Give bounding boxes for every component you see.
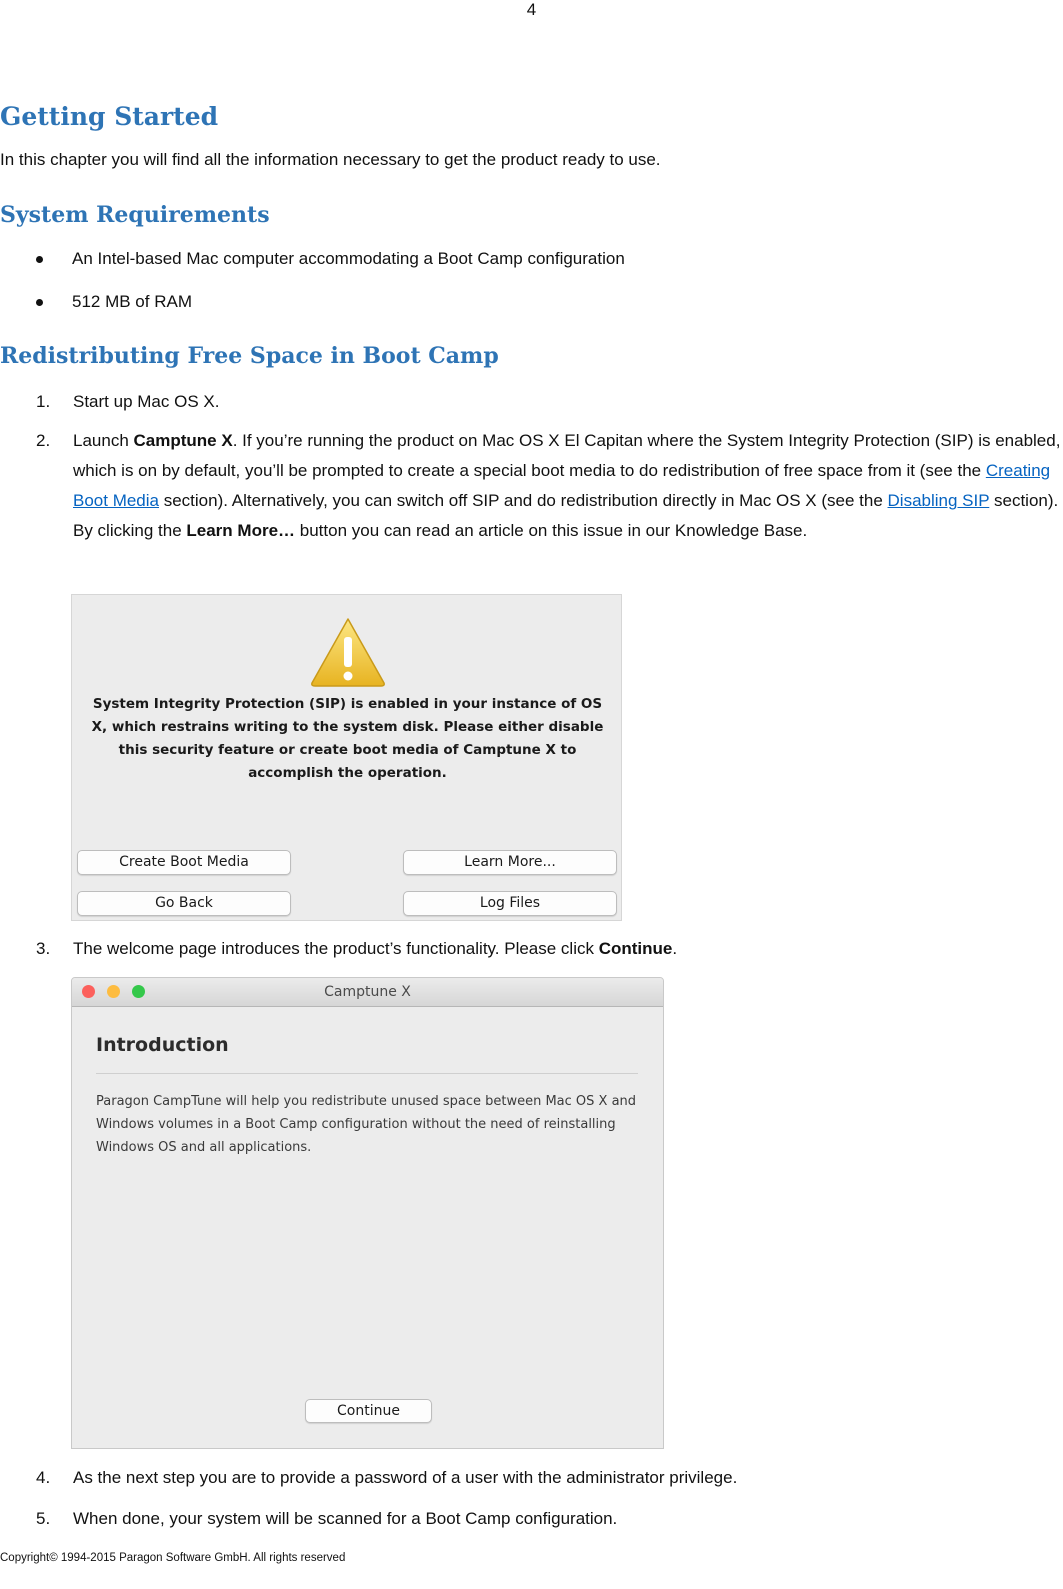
bullet-icon — [36, 256, 43, 263]
log-files-button[interactable]: Log Files — [403, 891, 617, 916]
bullet-icon — [36, 299, 43, 306]
step-number: 2. — [36, 431, 51, 450]
redistributing-heading: Redistributing Free Space in Boot Camp — [0, 343, 499, 369]
copyright-footer: Copyright© 1994-2015 Paragon Software GmbH. All rights reserved — [0, 1552, 346, 1564]
requirement-text: 512 MB of RAM — [72, 292, 192, 311]
getting-started-intro: In this chapter you will find all the information necessary to get the product ready to use. — [0, 150, 661, 169]
step-text: When done, your system will be scanned for a Boot Camp configuration. — [73, 1509, 618, 1528]
camptune-x-bold: Camptune X — [133, 431, 233, 450]
go-back-button[interactable]: Go Back — [77, 891, 291, 916]
divider — [96, 1073, 638, 1074]
step-number: 4. — [36, 1468, 51, 1487]
window-title: Camptune X — [324, 984, 411, 1000]
learn-more-button[interactable]: Learn More... — [403, 850, 617, 875]
creating-boot-media-link[interactable]: Creating Boot Media — [73, 461, 1051, 510]
step-text: Launch Camptune X. If you’re running the product on Mac OS X El Capitan where the System Integrity Protection (SIP) is enabled, which is on by default, you’ll be prompted to create a special boot media to do redistribution of free space from it (see the Creating Boot Media section). Alternatively, you can switch off SIP and do redistribution directly in Mac OS X (see the Disabling SIP section). By clicking the Learn More… button you can read an article on this issue in our Knowledge Base. — [73, 431, 1061, 540]
continue-button[interactable]: Continue — [305, 1399, 432, 1423]
create-boot-media-button[interactable]: Create Boot Media — [77, 850, 291, 875]
step-text: As the next step you are to provide a password of a user with the administrator privilege. — [73, 1468, 738, 1487]
warning-icon — [308, 615, 388, 689]
introduction-text: Paragon CampTune will help you redistribute unused space between Mac OS X and Windows volumes in a Boot Camp configuration without the need of reinstalling Windows OS and all applications. — [96, 1094, 637, 1155]
sip-dialog-screenshot — [71, 594, 622, 921]
system-requirements-heading: System Requirements — [0, 202, 270, 228]
step-number: 1. — [36, 392, 51, 411]
camptune-window-screenshot — [71, 977, 664, 1449]
step-number: 5. — [36, 1509, 51, 1528]
introduction-heading: Introduction — [96, 1034, 229, 1056]
step-text: The welcome page introduces the product’s functionality. Please click Continue. — [73, 939, 678, 958]
learn-more-bold: Learn More… — [186, 521, 296, 540]
page-number: 4 — [526, 0, 537, 19]
window-titlebar — [72, 978, 663, 1007]
sip-alert-message: System Integrity Protection (SIP) is enabled in your instance of OS X, which restrains writing to the system disk. Please either disable this security feature or create boot media of Camptune X to accomplish the operation. — [91, 696, 604, 781]
continue-bold: Continue — [598, 939, 673, 958]
requirement-text: An Intel-based Mac computer accommodating a Boot Camp configuration — [72, 249, 625, 268]
disabling-sip-link[interactable]: Disabling SIP — [887, 491, 990, 510]
getting-started-heading: Getting Started — [0, 102, 219, 131]
step-number: 3. — [36, 939, 51, 958]
step-text: Start up Mac OS X. — [73, 392, 220, 411]
